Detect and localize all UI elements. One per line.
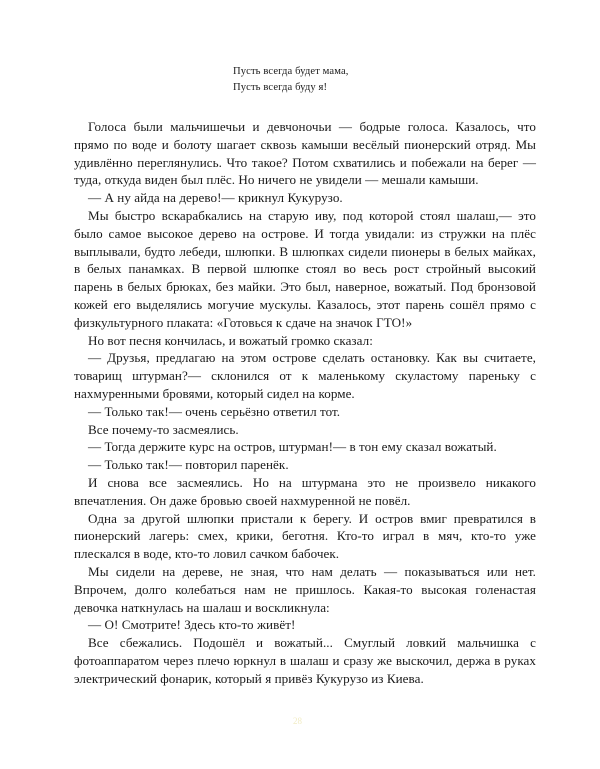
paragraph: — Только так!— очень серьёзно ответил тот. <box>88 403 341 419</box>
paragraph: Но вот песня кончилась, и вожатый громко сказал: <box>88 332 373 348</box>
paragraph: И снова все засмеялись. Но на штурмана это не произвело никакого впечатления. Он даже бровью своей нахмуренной не повёл. <box>74 474 536 508</box>
paragraph: — Тогда держите курс на остров, штурман!— в тон ему сказал вожатый. <box>88 439 497 455</box>
paragraph: Все сбежались. Подошёл и вожатый... Смуглый ловкий мальчишка с фотоаппаратом через плечо юркнул в шалаш и сразу же выскочил, держа в руках электрический фонарик, который я привёз Кукурузо из Киева. <box>74 635 536 686</box>
page-number: 28 <box>293 716 302 726</box>
poem-line: Пусть всегда будет мама, <box>233 66 349 77</box>
paragraph: Одна за другой шлюпки пристали к берегу. И остров вмиг превратился в пионерский лагерь: смех, крики, беготня. Кто-то играл в мяч, кто-то уже плескался в воде, кто-то ловил сачком бабочек. <box>74 510 536 562</box>
body-text <box>74 118 536 688</box>
paragraph: Все почему-то засмеялись. <box>88 421 239 437</box>
poem-line: Пусть всегда буду я! <box>233 82 328 93</box>
epigraph-poem <box>233 64 349 96</box>
paragraph: — О! Смотрите! Здесь кто-то живёт! <box>88 617 296 633</box>
paragraph: Мы быстро вскарабкались на старую иву, под которой стоял шалаш,— это было самое высокое дерево на острове. И тогда увидали: из стружки на плёс выплывали, будто лебеди, шлюпки. В шлюпках сидели пионеры в белых майках, в белых панамках. В первой шлюпке стоял во весь рост стройный высокий парень в белых брюках, без майки. Это был, наверное, вожатый. Под бронзовой кожей его выделялись могучие мускулы. Казалось, этот парень сошёл прямо с физкультурного плаката: «Готовься к сдаче на значок ГТО!» <box>74 207 536 330</box>
paragraph: Мы сидели на дереве, не зная, что нам делать — показываться или нет. Впрочем, долго колебаться нам не пришлось. Какая-то высокая голенастая девочка наткнулась на шалаш и воскликнула: <box>74 563 536 615</box>
paragraph: — Только так!— повторил паренёк. <box>88 457 289 473</box>
paragraph: Голоса были мальчишечьи и девчоночьи — бодрые голоса. Казалось, что прямо по воде и болоту шагает сквозь камыши весёлый пионерский отряд. Мы удивлённо переглянулись. Что такое? Потом схватились и побежали на берег — туда, откуда виден был плёс. Но ничего не увидели — мешали камыши. <box>74 119 536 188</box>
paragraph: — А ну айда на дерево!— крикнул Кукурузо. <box>88 190 343 206</box>
paragraph: — Друзья, предлагаю на этом острове сделать остановку. Как вы считаете, товарищ штурман?— склонился от к маленькому скуластому пареньку с нахмуренными бровями, который сидел на корме. <box>74 350 536 401</box>
